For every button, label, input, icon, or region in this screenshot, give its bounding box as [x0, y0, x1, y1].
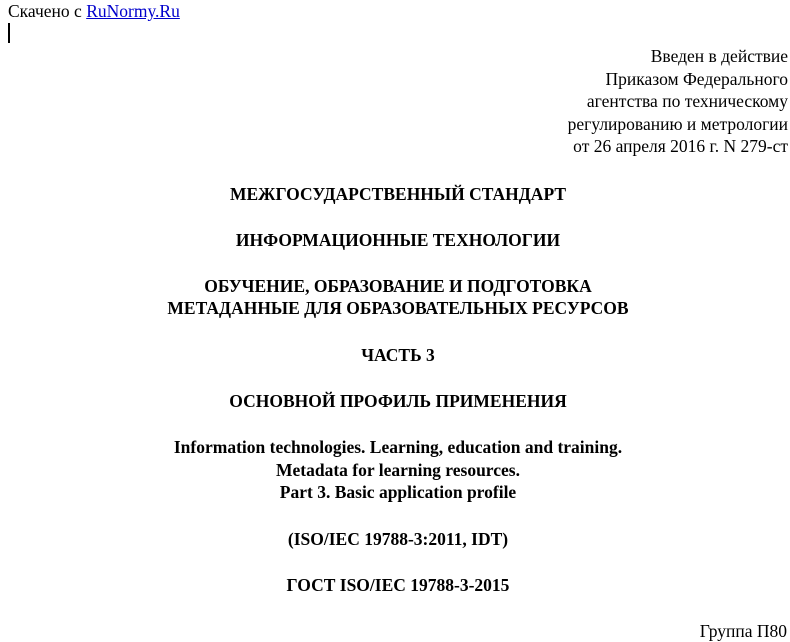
title-en-line2: Metadata for learning resources. — [276, 460, 520, 480]
source-prefix: Скачено с — [8, 1, 82, 21]
enactment-line: регулированию и метрологии — [567, 113, 788, 134]
source-link[interactable]: RuNormy.Ru — [86, 1, 180, 21]
gost-number: ГОСТ ISO/IEC 19788-3-2015 — [286, 575, 510, 595]
classification-group: Группа П80 — [699, 621, 787, 641]
text-cursor — [8, 23, 10, 43]
subtitle-ru: ОСНОВНОЙ ПРОФИЛЬ ПРИМЕНЕНИЯ — [229, 391, 567, 411]
enactment-line: Приказом Федерального — [605, 68, 788, 89]
title-ru-line3: МЕТАДАННЫЕ ДЛЯ ОБРАЗОВАТЕЛЬНЫХ РЕСУРСОВ — [167, 298, 629, 318]
source-line — [8, 0, 180, 22]
enactment-line: Введен в действие — [650, 46, 788, 66]
enactment-line: агентства по техническому — [586, 91, 788, 111]
iso-reference: (ISO/IEC 19788-3:2011, IDT) — [287, 529, 509, 549]
enactment-line: от 26 апреля 2016 г. N 279-ст — [573, 136, 788, 156]
enactment-note — [388, 45, 788, 158]
part-label: ЧАСТЬ 3 — [361, 345, 435, 365]
title-ru-line1: ИНФОРМАЦИОННЫЕ ТЕХНОЛОГИИ — [235, 230, 561, 250]
title-ru-line2: ОБУЧЕНИЕ, ОБРАЗОВАНИЕ И ПОДГОТОВКА — [204, 276, 592, 296]
title-en-line1: Information technologies. Learning, education and training. — [173, 437, 623, 457]
standard-type: МЕЖГОСУДАРСТВЕННЫЙ СТАНДАРТ — [229, 184, 567, 204]
title-en-line3: Part 3. Basic application profile — [279, 482, 517, 502]
